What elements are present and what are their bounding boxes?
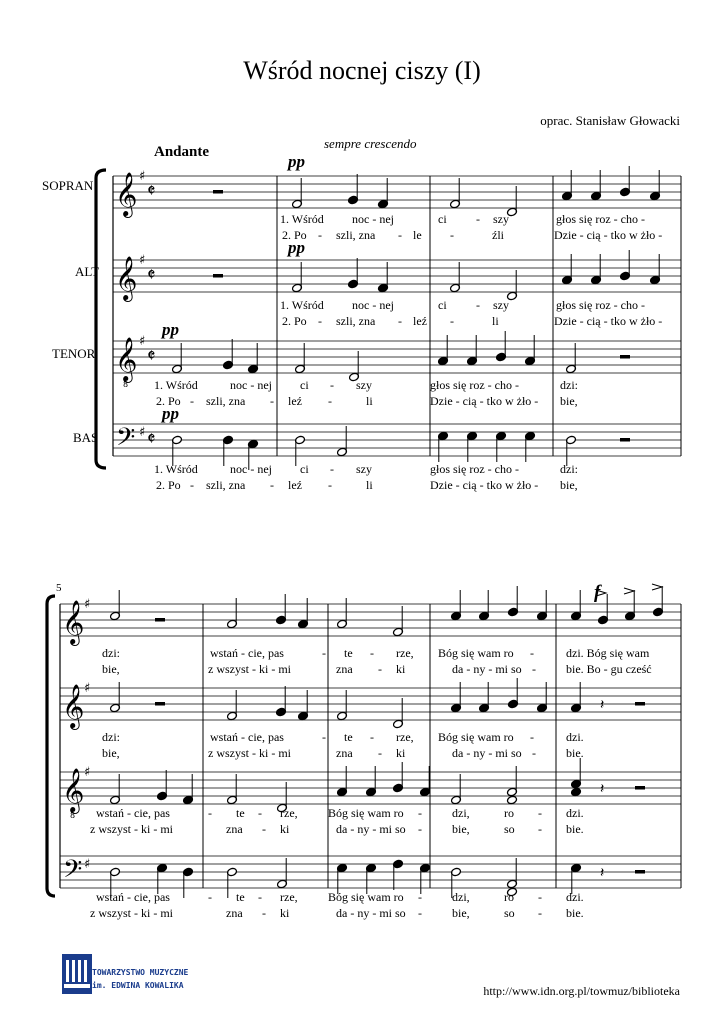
bas-s2-verse2-syllable: - xyxy=(418,906,422,920)
alt-s2-verse1-syllable: te xyxy=(344,730,353,744)
bas-verse2-syllable: 2. Po xyxy=(156,478,181,492)
bas-s2-verse2-syllable: - xyxy=(262,906,266,920)
tenor-verse2-syllable: szli, zna xyxy=(206,394,246,408)
sopran-verse2-syllable: 2. Po xyxy=(282,228,307,242)
bas-s2-verse1-syllable: dzi. xyxy=(566,890,584,904)
tenor-s2-verse2-syllable: zna xyxy=(226,822,243,836)
key-signature-sharp: ♯ xyxy=(84,765,91,780)
tenor-verse2-syllable: 2. Po xyxy=(156,394,181,408)
bas-verse2-syllable: - xyxy=(328,478,332,492)
page-title: Wśród nocnej ciszy (I) xyxy=(243,56,481,85)
tenor-s2-verse1-syllable: ro xyxy=(504,806,514,820)
tenor-s2-verse1-syllable: rze, xyxy=(280,806,298,820)
sopran-s2-verse2-syllable: bie. Bo - gu cześć xyxy=(566,662,652,676)
voice-label-tenor: TENOR xyxy=(52,346,96,361)
voice-label-bas: BAS xyxy=(73,430,99,445)
bas-s2-verse2-syllable: - xyxy=(538,906,542,920)
dynamic-pp-bas: pp xyxy=(162,404,179,423)
library-url-link[interactable]: http://www.idn.org.pl/towmuz/biblioteka xyxy=(483,984,680,998)
sopran-verse2-syllable: szli, zna xyxy=(336,228,376,242)
bas-verse2-syllable: - xyxy=(190,478,194,492)
tenor-s2-verse2-syllable: da - ny - mi so xyxy=(336,822,406,836)
bas-s2-verse1-syllable: - xyxy=(258,890,262,904)
bas-s2-verse1-syllable: dzi, xyxy=(452,890,470,904)
bas-verse2-syllable: bie, xyxy=(560,478,578,492)
tenor-verse1-syllable: 1. Wśród xyxy=(154,378,198,392)
expression-marking: sempre crescendo xyxy=(324,136,417,151)
tenor-s2-verse1-syllable: - xyxy=(258,806,262,820)
quarter-rest: 𝄽 xyxy=(600,865,605,881)
half-rest xyxy=(213,190,223,194)
tenor-s2-verse2-syllable: - xyxy=(262,822,266,836)
bass-clef: 𝄢 xyxy=(116,423,136,458)
tenor-s2-verse1-syllable: wstań - cie, pas xyxy=(96,806,170,820)
alt-s2-verse2-syllable: ki xyxy=(396,746,406,760)
sopran-s2-verse1-syllable: dzi: xyxy=(102,646,120,660)
tenor-s2-verse1-syllable: Bóg się wam ro xyxy=(328,806,404,820)
tenor-verse2-syllable: Dzie - cią - tko w żło - xyxy=(430,394,539,408)
sopran-s2-verse1-syllable: - xyxy=(322,646,326,660)
bas-verse1-syllable: 1. Wśród xyxy=(154,462,198,476)
treble-clef: 𝄞 xyxy=(62,600,85,644)
key-signature-sharp: ♯ xyxy=(139,169,146,184)
bas-s2-verse1-syllable: - xyxy=(538,890,542,904)
half-rest xyxy=(213,274,223,278)
key-signature-sharp: ♯ xyxy=(139,425,146,440)
tenor-verse2-syllable: - xyxy=(328,394,332,408)
alt-s2-verse2-syllable: bie, xyxy=(102,746,120,760)
alt-s2-verse2-syllable: da - ny - mi so xyxy=(452,746,522,760)
bas-s2-verse2-syllable: zna xyxy=(226,906,243,920)
half-rest xyxy=(155,702,165,706)
alt-verse1-syllable: noc - nej xyxy=(352,298,394,312)
tenor-verse2-syllable: bie, xyxy=(560,394,578,408)
alt-s2-verse1-syllable: - xyxy=(370,730,374,744)
alt-verse2-syllable: - xyxy=(318,314,322,328)
sopran-verse2-syllable: - xyxy=(450,228,454,242)
treble-clef: 𝄞 xyxy=(115,256,138,300)
alt-verse2-syllable: - xyxy=(398,314,402,328)
bas-verse2-syllable: szli, zna xyxy=(206,478,246,492)
tenor-s2-verse2-syllable: z wszyst - ki - mi xyxy=(90,822,173,836)
alt-verse1-syllable: głos się roz - cho - xyxy=(556,298,645,312)
half-rest xyxy=(620,355,630,359)
tenor-s2-verse1-syllable: dzi, xyxy=(452,806,470,820)
treble-clef: 𝄞 xyxy=(62,768,85,812)
octave-mark: 8 xyxy=(70,811,76,820)
bas-s2-verse1-syllable: te xyxy=(236,890,245,904)
dynamic-f-sopran: f xyxy=(594,582,601,603)
key-signature-sharp: ♯ xyxy=(84,597,91,612)
cut-time: 𝄵 xyxy=(147,428,156,450)
treble-clef: 𝄞 xyxy=(115,172,138,216)
tenor-verse1-syllable: - xyxy=(330,378,334,392)
sopran-s2-verse1-syllable: Bóg się wam ro xyxy=(438,646,514,660)
bas-verse2-syllable: leź xyxy=(288,478,302,492)
voice-label-sopran: SOPRAN xyxy=(42,178,94,193)
accent-mark xyxy=(596,590,606,596)
tenor-verse1-syllable: ci xyxy=(300,378,309,392)
sopran-verse1-syllable: szy xyxy=(493,212,509,226)
tenor-verse1-syllable: szy xyxy=(356,378,372,392)
alt-s2-verse2-syllable: zna xyxy=(336,746,353,760)
alt-s2-verse2-syllable: z wszyst - ki - mi xyxy=(208,746,291,760)
tenor-s2-verse1-syllable: - xyxy=(418,806,422,820)
bas-verse1-syllable: - xyxy=(330,462,334,476)
quarter-note xyxy=(571,787,582,797)
cut-time: 𝄵 xyxy=(147,264,156,286)
key-signature-sharp: ♯ xyxy=(139,253,146,268)
sopran-s2-verse1-syllable: - xyxy=(370,646,374,660)
tenor-verse1-syllable: dzi: xyxy=(560,378,578,392)
tenor-s2-verse2-syllable: so xyxy=(504,822,515,836)
alt-s2-verse1-syllable: wstań - cie, pas xyxy=(210,730,284,744)
alt-s2-verse2-syllable: - xyxy=(532,746,536,760)
society-logo-icon xyxy=(62,954,92,994)
bas-s2-verse2-syllable: da - ny - mi so xyxy=(336,906,406,920)
tenor-s2-verse1-syllable: - xyxy=(208,806,212,820)
tempo-marking: Andante xyxy=(154,144,210,160)
bas-verse2-syllable: Dzie - cią - tko w żło - xyxy=(430,478,539,492)
bas-verse1-syllable: głos się roz - cho - xyxy=(430,462,519,476)
alt-verse2-syllable: leź xyxy=(413,314,427,328)
tenor-verse2-syllable: leź xyxy=(288,394,302,408)
cut-time: 𝄵 xyxy=(147,345,156,367)
bas-s2-verse2-syllable: bie, xyxy=(452,906,470,920)
sopran-s2-verse2-syllable: - xyxy=(378,662,382,676)
bas-s2-verse2-syllable: z wszyst - ki - mi xyxy=(90,906,173,920)
alt-verse2-syllable: 2. Po xyxy=(282,314,307,328)
society-line-1: TOWARZYSTWO MUZYCZNE xyxy=(92,968,189,977)
key-signature-sharp: ♯ xyxy=(139,334,146,349)
sopran-verse1-syllable: ci xyxy=(438,212,447,226)
bas-verse1-syllable: dzi: xyxy=(560,462,578,476)
arranger-credit: oprac. Stanisław Głowacki xyxy=(540,113,680,128)
sopran-s2-verse2-syllable: bie, xyxy=(102,662,120,676)
bas-verse1-syllable: ci xyxy=(300,462,309,476)
measure-number: 5 xyxy=(56,582,62,594)
dynamic-pp-sopran: pp xyxy=(288,152,305,171)
sopran-s2-verse2-syllable: z wszyst - ki - mi xyxy=(208,662,291,676)
bas-s2-verse1-syllable: rze, xyxy=(280,890,298,904)
tenor-verse2-syllable: - xyxy=(190,394,194,408)
sopran-verse2-syllable: Dzie - cią - tko w żło - xyxy=(554,228,663,242)
bas-s2-verse2-syllable: so xyxy=(504,906,515,920)
accent-mark xyxy=(624,588,634,594)
bas-s2-verse1-syllable: - xyxy=(418,890,422,904)
bass-clef: 𝄢 xyxy=(63,855,83,890)
bas-s2-verse1-syllable: - xyxy=(208,890,212,904)
sopran-s2-verse1-syllable: te xyxy=(344,646,353,660)
alt-verse1-syllable: szy xyxy=(493,298,509,312)
alt-s2-verse2-syllable: - xyxy=(378,746,382,760)
tenor-verse2-syllable: - xyxy=(270,394,274,408)
tenor-s2-verse1-syllable: te xyxy=(236,806,245,820)
tenor-s2-verse1-syllable: dzi. xyxy=(566,806,584,820)
sopran-s2-verse2-syllable: - xyxy=(532,662,536,676)
tenor-s2-verse1-syllable: - xyxy=(538,806,542,820)
bas-s2-verse2-syllable: ki xyxy=(280,906,290,920)
dynamic-pp-alt: pp xyxy=(288,238,305,257)
tenor-s2-verse2-syllable: bie. xyxy=(566,822,584,836)
sopran-s2-verse2-syllable: da - ny - mi so xyxy=(452,662,522,676)
alt-verse2-syllable: szli, zna xyxy=(336,314,376,328)
dynamic-pp-tenor: pp xyxy=(162,320,179,339)
key-signature-sharp: ♯ xyxy=(84,681,91,696)
tenor-verse2-syllable: li xyxy=(366,394,373,408)
sopran-s2-verse2-syllable: ki xyxy=(396,662,406,676)
alt-s2-verse2-syllable: bie. xyxy=(566,746,584,760)
quarter-rest: 𝄽 xyxy=(600,781,605,797)
voice-label-alt: ALT xyxy=(75,264,100,279)
bas-verse2-syllable: li xyxy=(366,478,373,492)
alt-verse1-syllable: 1. Wśród xyxy=(280,298,324,312)
sopran-verse2-syllable: źli xyxy=(492,228,504,242)
sopran-verse1-syllable: noc - nej xyxy=(352,212,394,226)
bas-s2-verse2-syllable: bie. xyxy=(566,906,584,920)
bas-s2-verse1-syllable: wstań - cie, pas xyxy=(96,890,170,904)
sopran-s2-verse1-syllable: rze, xyxy=(396,646,414,660)
sopran-verse2-syllable: - xyxy=(318,228,322,242)
tenor-s2-verse2-syllable: - xyxy=(418,822,422,836)
half-rest xyxy=(635,702,645,706)
bas-s2-verse1-syllable: ro xyxy=(504,890,514,904)
sopran-verse1-syllable: - xyxy=(476,212,480,226)
half-rest xyxy=(635,870,645,874)
tenor-verse1-syllable: głos się roz - cho - xyxy=(430,378,519,392)
alt-s2-verse1-syllable: - xyxy=(322,730,326,744)
half-rest xyxy=(620,438,630,442)
half-note xyxy=(507,795,518,805)
alt-verse1-syllable: ci xyxy=(438,298,447,312)
cut-time: 𝄵 xyxy=(147,180,156,202)
tenor-verse1-syllable: noc - nej xyxy=(230,378,272,392)
sopran-s2-verse2-syllable: zna xyxy=(336,662,353,676)
octave-mark: 8 xyxy=(123,380,129,389)
alt-s2-verse1-syllable: dzi: xyxy=(102,730,120,744)
half-rest xyxy=(155,618,165,622)
bas-s2-verse1-syllable: Bóg się wam ro xyxy=(328,890,404,904)
alt-verse1-syllable: - xyxy=(476,298,480,312)
accent-mark xyxy=(652,584,662,590)
sopran-verse1-syllable: 1. Wśród xyxy=(280,212,324,226)
alt-verse2-syllable: li xyxy=(492,314,499,328)
treble-clef: 𝄞 xyxy=(115,337,138,381)
alt-verse2-syllable: - xyxy=(450,314,454,328)
treble-clef: 𝄞 xyxy=(62,684,85,728)
sopran-s2-verse1-syllable: dzi. Bóg się wam xyxy=(566,646,650,660)
alt-s2-verse1-syllable: - xyxy=(530,730,534,744)
sopran-verse1-syllable: głos się roz - cho - xyxy=(556,212,645,226)
sopran-s2-verse1-syllable: wstań - cie, pas xyxy=(210,646,284,660)
tenor-s2-verse2-syllable: - xyxy=(538,822,542,836)
bas-verse1-syllable: szy xyxy=(356,462,372,476)
society-name xyxy=(92,966,188,992)
alt-s2-verse1-syllable: Bóg się wam ro xyxy=(438,730,514,744)
sopran-s2-verse1-syllable: - xyxy=(530,646,534,660)
alt-verse2-syllable: Dzie - cią - tko w żło - xyxy=(554,314,663,328)
alt-s2-verse1-syllable: rze, xyxy=(396,730,414,744)
sopran-verse2-syllable: le xyxy=(413,228,422,242)
bas-verse2-syllable: - xyxy=(270,478,274,492)
sopran-verse2-syllable: - xyxy=(398,228,402,242)
system-bracket xyxy=(96,170,106,468)
key-signature-sharp: ♯ xyxy=(84,857,91,872)
alt-s2-verse1-syllable: dzi. xyxy=(566,730,584,744)
quarter-rest: 𝄽 xyxy=(600,697,605,713)
bas-verse1-syllable: noc - nej xyxy=(230,462,272,476)
half-rest xyxy=(635,786,645,790)
society-line-2: im. EDWINA KOWALIKA xyxy=(92,981,184,990)
system-bracket xyxy=(47,596,55,896)
tenor-s2-verse2-syllable: bie, xyxy=(452,822,470,836)
tenor-s2-verse2-syllable: ki xyxy=(280,822,290,836)
